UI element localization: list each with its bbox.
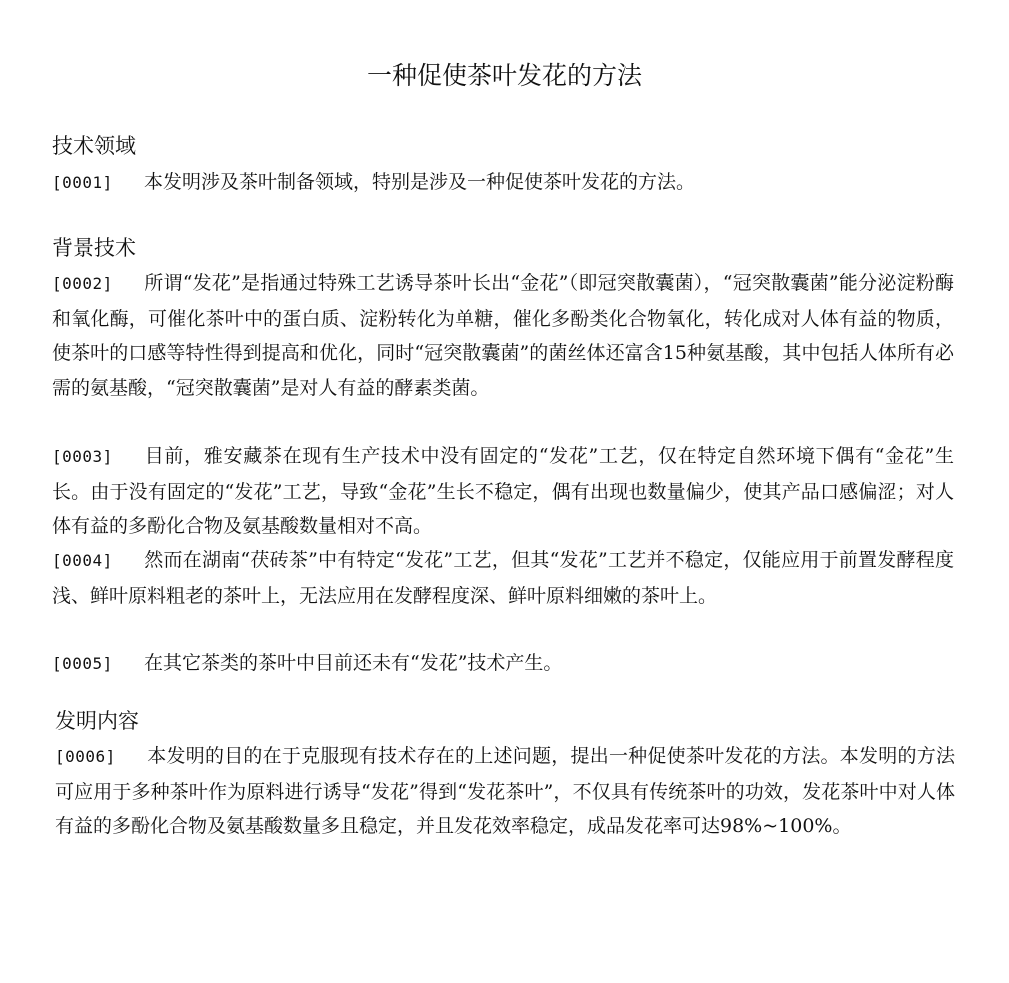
section-heading-background: 背景技术 <box>52 236 136 260</box>
paragraph-number: [0001] <box>52 173 113 192</box>
section-heading-summary: 发明内容 <box>55 709 139 733</box>
paragraph-text: 然而在湖南“茯砖茶”中有特定“发花”工艺，但其“发花”工艺并不稳定，仅能应用于前置发酵程度浅、鲜叶原料粗老的茶叶上，无法应用在发酵程度深、鲜叶原料细嫩的茶叶上。 <box>52 549 954 607</box>
paragraph-number: [0002] <box>52 274 113 293</box>
paragraph-text: 本发明的目的在于克服现有技术存在的上述问题，提出一种促使茶叶发花的方法。本发明的方法可应用于多种茶叶作为原料进行诱导“发花”得到“发花茶叶”，不仅具有传统茶叶的功效，发花茶叶中对人体有益的多酚化合物及氨基酸数量多且稳定，并且发花效率稳定，成品发花率可达98%~100%。 <box>55 745 955 837</box>
section-heading-technical-field: 技术领域 <box>52 134 136 158</box>
paragraph-0001 <box>52 165 954 201</box>
paragraph-number: [0006] <box>55 747 116 766</box>
paragraph-number: [0003] <box>52 447 113 466</box>
paragraph-text: 本发明涉及茶叶制备领域，特别是涉及一种促使茶叶发花的方法。 <box>144 171 696 193</box>
document-title: 一种促使茶叶发花的方法 <box>366 61 642 90</box>
paragraph-0002 <box>52 266 954 405</box>
truncated-text-line <box>58 874 478 886</box>
paragraph-text: 目前，雅安藏茶在现有生产技术中没有固定的“发花”工艺，仅在特定自然环境下偶有“金花”生长。由于没有固定的“发花”工艺，导致“金花”生长不稳定，偶有出现也数量偏少，使其产品口感偏涩；对人体有益的多酚化合物及氨基酸数量相对不高。 <box>52 445 954 537</box>
paragraph-number: [0005] <box>52 654 113 673</box>
paragraph-0005 <box>52 646 954 682</box>
paragraph-0003 <box>52 439 954 544</box>
paragraph-0006 <box>55 739 955 844</box>
paragraph-text: 所谓“发花”是指通过特殊工艺诱导茶叶长出“金花”（即冠突散囊菌），“冠突散囊菌”能分泌淀粉酶和氧化酶，可催化茶叶中的蛋白质、淀粉转化为单糖，催化多酚类化合物氧化，转化成对人体有益的物质，使茶叶的口感等特性得到提高和优化，同时“冠突散囊菌”的菌丝体还富含15种氨基酸，其中包括人体所有必需的氨基酸，“冠突散囊菌”是对人有益的酵素类菌。 <box>52 272 954 399</box>
paragraph-0004 <box>52 543 954 613</box>
paragraph-number: [0004] <box>52 551 113 570</box>
paragraph-text: 在其它茶类的茶叶中目前还未有“发花”技术产生。 <box>144 652 563 674</box>
